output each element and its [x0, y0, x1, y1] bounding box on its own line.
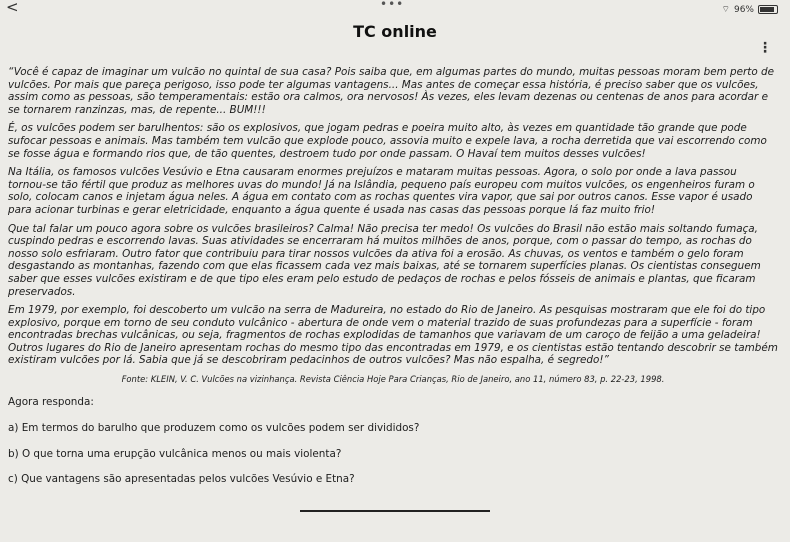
back-chevron-icon[interactable]: <	[6, 0, 19, 16]
paragraph-4: Que tal falar um pouco agora sobre os vulcões brasileiros? Calma! Não precisa ter medo! Os vulcões do Brasil não estão mais soltando fumaça, cuspindo pedras e escorrendo lavas. Suas atividades se encerraram há muitos milhões de anos, porque, com o passar do tempo, as rochas do nosso solo esfriaram. Outro fator que contribuiu para tirar nossos vulcões da ativa foi a erosão. As chuvas, os ventos e também o gelo foram desgastando as montanhas, fazendo com que elas ficassem cada vez mais baixas, até se tornarem superfícies planas. Os cientistas conseguem saber que esses vulcões existiram e de que tipo eles eram pelo estudo de pedaços de rochas e pelos fósseis de animais e plantas, que ficaram preservados.	[8, 222, 761, 298]
paragraph-2: É, os vulcões podem ser barulhentos: são os explosivos, que jogam pedras e poeira muito alto, às vezes em quantidade tão grande que pode sufocar pessoas e animais. Mas também tem vulcão que explode pouco, assovia muito e expele lava, a rocha derretida que vai escorrendo como se fosse água e formando rios que, de tão quentes, destroem tudo por onde passam. O Havaí tem muitos desses vulcões!	[8, 122, 767, 160]
questions-prompt: Agora responda:	[8, 395, 94, 408]
source-citation: Fonte: KLEIN, V. C. Vulcões na vizinhança. Revista Ciência Hoje Para Crianças, Rio de Janeiro, ano 11, número 83, p. 22-23, 1998.	[121, 374, 665, 385]
window-dots-icon[interactable]: •••	[380, 0, 405, 11]
battery-icon	[758, 5, 778, 14]
scroll-indicator	[300, 510, 490, 512]
paragraph-3: Na Itália, os famosos vulcões Vesúvio e Etna causaram enormes prejuízos e mataram muitas pessoas. Agora, o solo por onde a lava passou tornou-se tão fértil que produz as melhores uvas do mundo! Já na Islândia, pequeno país europeu com muitos vulcões, os engenheiros furam o solo, colocam canos e injetam água neles. A água em contato com as rochas quentes vira vapor, que sai por outros canos. Esse vapor é usado para acionar turbinas e gerar eletricidade, enquanto a água quente é usada nas casas das pessoas porque lá faz muito frio!	[8, 166, 755, 216]
status-indicators	[722, 4, 778, 15]
question-b: b) O que torna uma erupção vulcânica menos ou mais violenta?	[8, 447, 342, 460]
page-title: TC online	[353, 22, 437, 41]
more-options-icon[interactable]: ⋮	[758, 40, 772, 56]
battery-percent: 96%	[733, 4, 754, 15]
paragraph-1: “Você é capaz de imaginar um vulcão no quintal de sua casa? Pois saiba que, em algumas partes do mundo, muitas pessoas moram bem perto de vulcões. Por mais que pareça perigoso, isso pode ter algumas vantagens... Mas antes de começar essa história, é preciso saber que os vulcões, assim como as pessoas, são temperamentais: estão ora calmos, ora nervosos! Às vezes, eles levam dezenas ou centenas de anos para acordar e se tornarem ranzinzas, mas, de repente... BUM!!!	[8, 66, 775, 116]
question-c: c) Que vantagens são apresentadas pelos vulcões Vesúvio e Etna?	[8, 473, 355, 486]
article-content	[8, 66, 778, 499]
paragraph-5: Em 1979, por exemplo, foi descoberto um vulcão na serra de Madureira, no estado do Rio de Janeiro. As pesquisas mostraram que ele foi do tipo explosivo, porque em torno de seu conduto vulcânico - abertura de onde vem o material trazido de suas profundezas para a superfície - foram encontradas brechas vulcânicas, ou seja, fragmentos de rochas explodidas de tamanhos que variavam de um caroço de feijão a uma geladeira! Outros lugares do Rio de Janeiro apresentam rochas do mesmo tipo das encontradas em 1979, e os cientistas estão tentando descobrir se também existiram vulcões por lá. Sabia que já se descobriram pedacinhos de outros vulcões? Mas não espalha, é segredo!”	[8, 304, 778, 367]
question-a: a) Em termos do barulho que produzem como os vulcões podem ser divididos?	[8, 422, 420, 435]
wifi-icon: ⌔	[721, 5, 730, 15]
status-bar	[0, 0, 790, 22]
questions	[8, 396, 778, 486]
